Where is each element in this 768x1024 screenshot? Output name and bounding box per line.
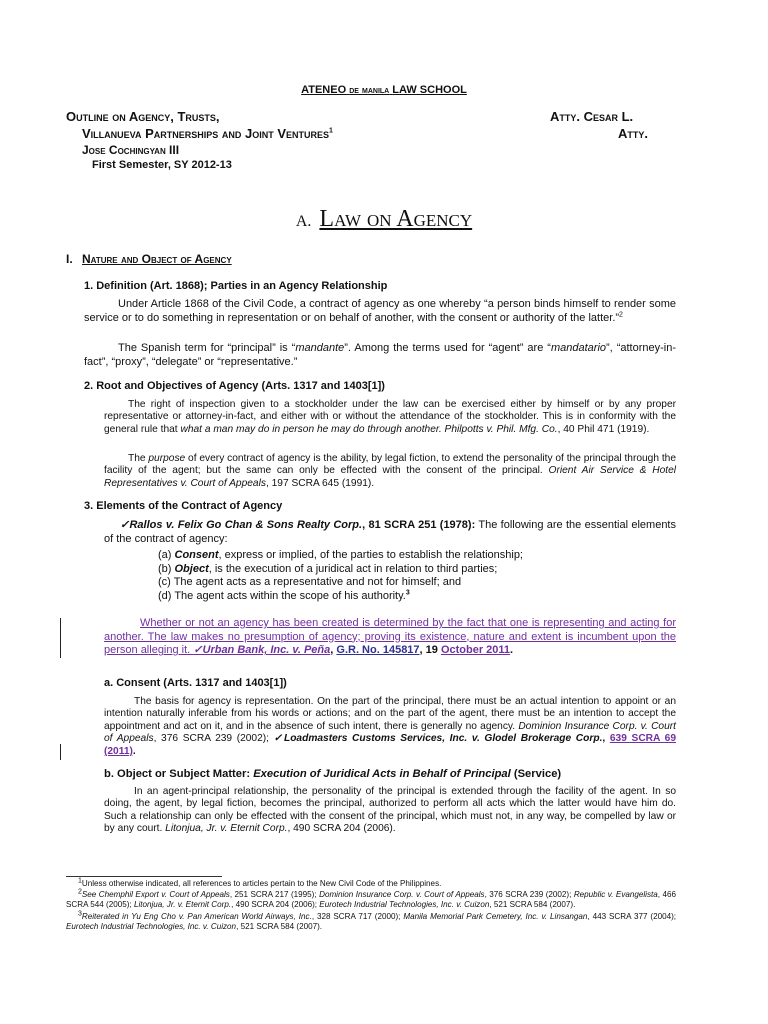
school-name-ateneo: ATENEO	[301, 84, 347, 96]
subsection-3-intro	[104, 519, 676, 546]
footnote-2-d: , 376 SCRA 239 (2002);	[484, 890, 574, 900]
philpotts-case: what a man may do in person he may do through another. Philpotts v. Phil. Mfg. Co.	[180, 423, 558, 435]
urban-bank-day: , 19	[419, 644, 441, 657]
footnote-1-number: 1	[78, 877, 82, 885]
purpose-text-a: The	[128, 453, 149, 464]
part-1-title: Nature and Object of Agency	[82, 252, 232, 266]
change-bar-1	[60, 618, 61, 658]
professor-name-2b: Jose Cochingyan III	[82, 143, 180, 157]
spanish-term-text-c: ”. Among the terms used for “agent” are “	[344, 342, 551, 354]
element-c-label: (c)	[158, 576, 174, 589]
spanish-term-text-e: ”, “attorney-in-fact”, “proxy”, “delegate” or “representative.”	[84, 342, 677, 368]
loadmasters-case: ✓Loadmasters Customs Services, Inc. v. Glodel Brokerage Corp.	[273, 733, 603, 745]
litonjua-case: Litonjua, Jr. v. Eternit Corp.	[165, 823, 288, 835]
footnote-3-f: , 521 SCRA 584 (2007).	[236, 921, 323, 931]
element-a-key: Consent	[174, 549, 219, 561]
school-name-de: DE	[349, 88, 359, 95]
subsection-1-paragraph-2	[84, 342, 676, 369]
subsection-3-heading: 3. Elements of the Contract of Agency	[84, 500, 283, 512]
outline-title-line1: Outline on Agency, Trusts,	[66, 109, 220, 124]
school-heading	[0, 84, 768, 96]
urban-bank-text: Whether or not an agency has been created is determined by the fact that one is representing and acting for another. The law makes no presumption of agency; proving its existence, nature and extent is incumbent upon the person alleging it.	[104, 617, 676, 657]
subsection-a-consent-heading: a. Consent (Arts. 1317 and 1403[1])	[104, 677, 287, 689]
dominion-cite: , 376 SCRA 239 (2002);	[153, 733, 274, 745]
subsection-2-heading: 2. Root and Objectives of Agency (Arts. 1317 and 1403[1])	[84, 380, 385, 392]
element-c-text: The agent acts as a representative and not for himself; and	[173, 576, 462, 589]
footnote-2-f: , 466 SCRA 544 (2005);	[66, 890, 677, 910]
spanish-term-mandatario: mandatario	[550, 342, 607, 354]
purpose-word: purpose	[148, 453, 186, 464]
footnote-2-g: Litonjua, Jr. v. Eternit Corp.	[133, 900, 232, 910]
consent-text: The basis for agency is representation. On the part of the principal, there must be an actual intention to appoint or an intention naturally inferable from his words or actions; and on the part of the agent, there must be an intention to accept the appointment and act on it, and in the absence of such intent, there is generally no agency.	[104, 696, 676, 732]
footnote-2-h: , 490 SCRA 204 (2006);	[231, 900, 320, 910]
footnote-ref-1: 1	[329, 127, 333, 135]
element-item-a	[158, 549, 678, 563]
professor-name-1: Atty. Cesar L.	[550, 109, 634, 124]
subsection-a-consent-paragraph	[104, 696, 676, 758]
subsection-1-heading: 1. Definition (Art. 1868); Parties in an Agency Relationship	[84, 280, 388, 292]
footnote-2	[66, 890, 676, 910]
footnote-3-b: , 328 SCRA 717 (2000);	[311, 911, 404, 921]
orient-air-case: Orient Air Service & Hotel Representatives v. Court of Appeals	[104, 465, 676, 489]
dominion-case: Dominion Insurance Corp. v. Court of Appeals	[104, 720, 676, 745]
elements-list	[158, 549, 678, 603]
element-item-d	[158, 590, 678, 604]
footnote-2-e: Republic v. Evangelista	[573, 890, 658, 900]
footnote-2-number: 2	[78, 888, 82, 896]
element-a-text: , express or implied, of the parties to establish the relationship;	[218, 549, 523, 561]
footnote-3-c: Manila Memorial Park Cemetery, Inc. v. Linsangan	[403, 911, 588, 921]
part-1-number: I.	[66, 252, 73, 266]
litonjua-cite: , 490 SCRA 204 (2006).	[287, 823, 396, 835]
footnote-1-text: Unless otherwise indicated, all references to articles pertain to the New Civil Code of the Philippines.	[81, 879, 442, 888]
urban-bank-gr-link[interactable]: G.R. No. 145817	[336, 644, 420, 657]
subsection-2-paragraph-2	[104, 453, 676, 490]
subsection-b-object-paragraph	[104, 786, 676, 836]
subsection-2-paragraph-1	[104, 399, 676, 436]
element-a-label: (a)	[158, 549, 175, 561]
rallos-text: The following are the essential elements of the contract of agency:	[104, 519, 676, 545]
outline-title-line2-text: Villanueva Partnerships and Joint Ventures	[82, 126, 330, 141]
spanish-term-text-a: The Spanish term for “principal” is “	[118, 342, 296, 354]
element-item-b	[158, 563, 678, 577]
element-b-label: (b)	[158, 562, 175, 575]
loadmasters-end: .	[132, 745, 136, 757]
section-a-title: Law on Agency	[319, 206, 473, 232]
philpotts-cite: , 40 Phil 471 (1919).	[557, 423, 650, 435]
definition-text: Under Article 1868 of the Civil Code, a contract of agency as one whereby “a person binds himself to render some service or to do something in representation or on behalf of another, with the consent or authority of the latter.”	[84, 298, 676, 324]
rallos-cite: , 81 SCRA 251 (1978):	[362, 519, 476, 531]
rallos-case: ✓Rallos v. Felix Go Chan & Sons Realty Corp.	[120, 519, 363, 531]
footnote-3-e: Eurotech Industrial Technologies, Inc. v. Cuizon	[66, 921, 237, 931]
element-b-text: , is the execution of a juridical act in relation to third parties;	[208, 562, 498, 575]
inspection-text: The right of inspection given to a stockholder under the law can be exercised either by himself or by any proper representative or attorney-in-fact, and either with or without the attendance of the stockholder. This is in conformity with the general rule that	[104, 399, 676, 435]
object-heading-c: (Service)	[510, 768, 562, 780]
footnote-3	[66, 909, 677, 932]
footnote-2-c: Dominion Insurance Corp. v. Court of Appeals	[319, 890, 485, 900]
school-name-manila: MANILA	[362, 88, 390, 95]
footnote-ref-3: 3	[405, 589, 410, 597]
orient-air-cite: , 197 SCRA 645 (1991).	[265, 477, 375, 489]
school-name-law-school: LAW SCHOOL	[392, 84, 467, 96]
section-a-heading	[0, 206, 768, 233]
footnote-separator	[66, 876, 222, 877]
footnote-ref-2: 2	[619, 310, 623, 318]
section-a-letter: A.	[295, 213, 312, 230]
object-heading-b: Execution of Juridical Acts in Behalf of Principal	[253, 768, 511, 780]
element-d-text: The agent acts within the scope of his authority.	[174, 589, 406, 602]
purpose-text-c: of every contract of agency is the ability, by legal fiction, to extend the personality of the principal through the facility of the agent; but the same can only be effected with the consent of the principal.	[104, 453, 677, 477]
element-item-c	[158, 576, 678, 590]
loadmasters-sep: ,	[602, 733, 610, 745]
footnote-3-d: , 443 SCRA 377 (2004);	[587, 911, 677, 921]
urban-bank-end: .	[510, 644, 514, 657]
subsection-1-paragraph-1	[84, 298, 676, 325]
urban-bank-paragraph: Whether or not an agency has been created is determined by the fact that one is representing and acting for another. The law makes no presumption of agency; proving its existence, nature and extent is incumbent upon the person alleging it. ✓Urban Bank, Inc. v. Peña, G.R. No. 145817, 19 October 2011.	[104, 617, 676, 657]
element-d-label: (d)	[158, 589, 175, 602]
outline-title-line2	[82, 126, 333, 141]
object-text: In an agent-principal relationship, the personality of the principal is extended through the facility of the agent. In so doing, the agent, by legal fiction, becomes the principal, authorized to perform all acts which the latter would have him do. Such a relationship can only be effected with the consent of the principal, which must not, in any way, be compelled by law or by any court.	[104, 786, 676, 835]
subsection-b-object-heading	[104, 768, 561, 780]
professor-name-2a: Atty.	[618, 126, 648, 141]
footnotes	[66, 879, 676, 932]
part-1-heading	[66, 252, 232, 266]
urban-bank-date-link[interactable]: October 2011	[440, 644, 511, 657]
footnote-2-b: , 251 SCRA 217 (1995);	[229, 890, 320, 900]
footnote-2-i: Eurotech Industrial Technologies, Inc. v. Cuizon	[319, 900, 490, 910]
change-bar-2	[60, 744, 61, 760]
footnote-2-j: , 521 SCRA 584 (2007).	[489, 900, 576, 910]
footnote-1	[66, 879, 676, 889]
semester-line: First Semester, SY 2012-13	[92, 159, 232, 171]
object-heading-a: b. Object or Subject Matter:	[104, 768, 254, 780]
footnote-3-a: Reiterated in Yu Eng Cho v. Pan American World Airways, Inc.	[81, 911, 312, 921]
element-b-key: Object	[174, 562, 209, 575]
footnote-3-number: 3	[78, 909, 82, 917]
footnote-2-a: See Chemphil Export v. Court of Appeals	[81, 890, 230, 900]
spanish-term-mandante: mandante	[295, 342, 345, 354]
urban-bank-case: ✓Urban Bank, Inc. v. Peña	[193, 644, 331, 657]
loadmasters-cite-link[interactable]: 639 SCRA 69 (2011)	[104, 733, 676, 757]
